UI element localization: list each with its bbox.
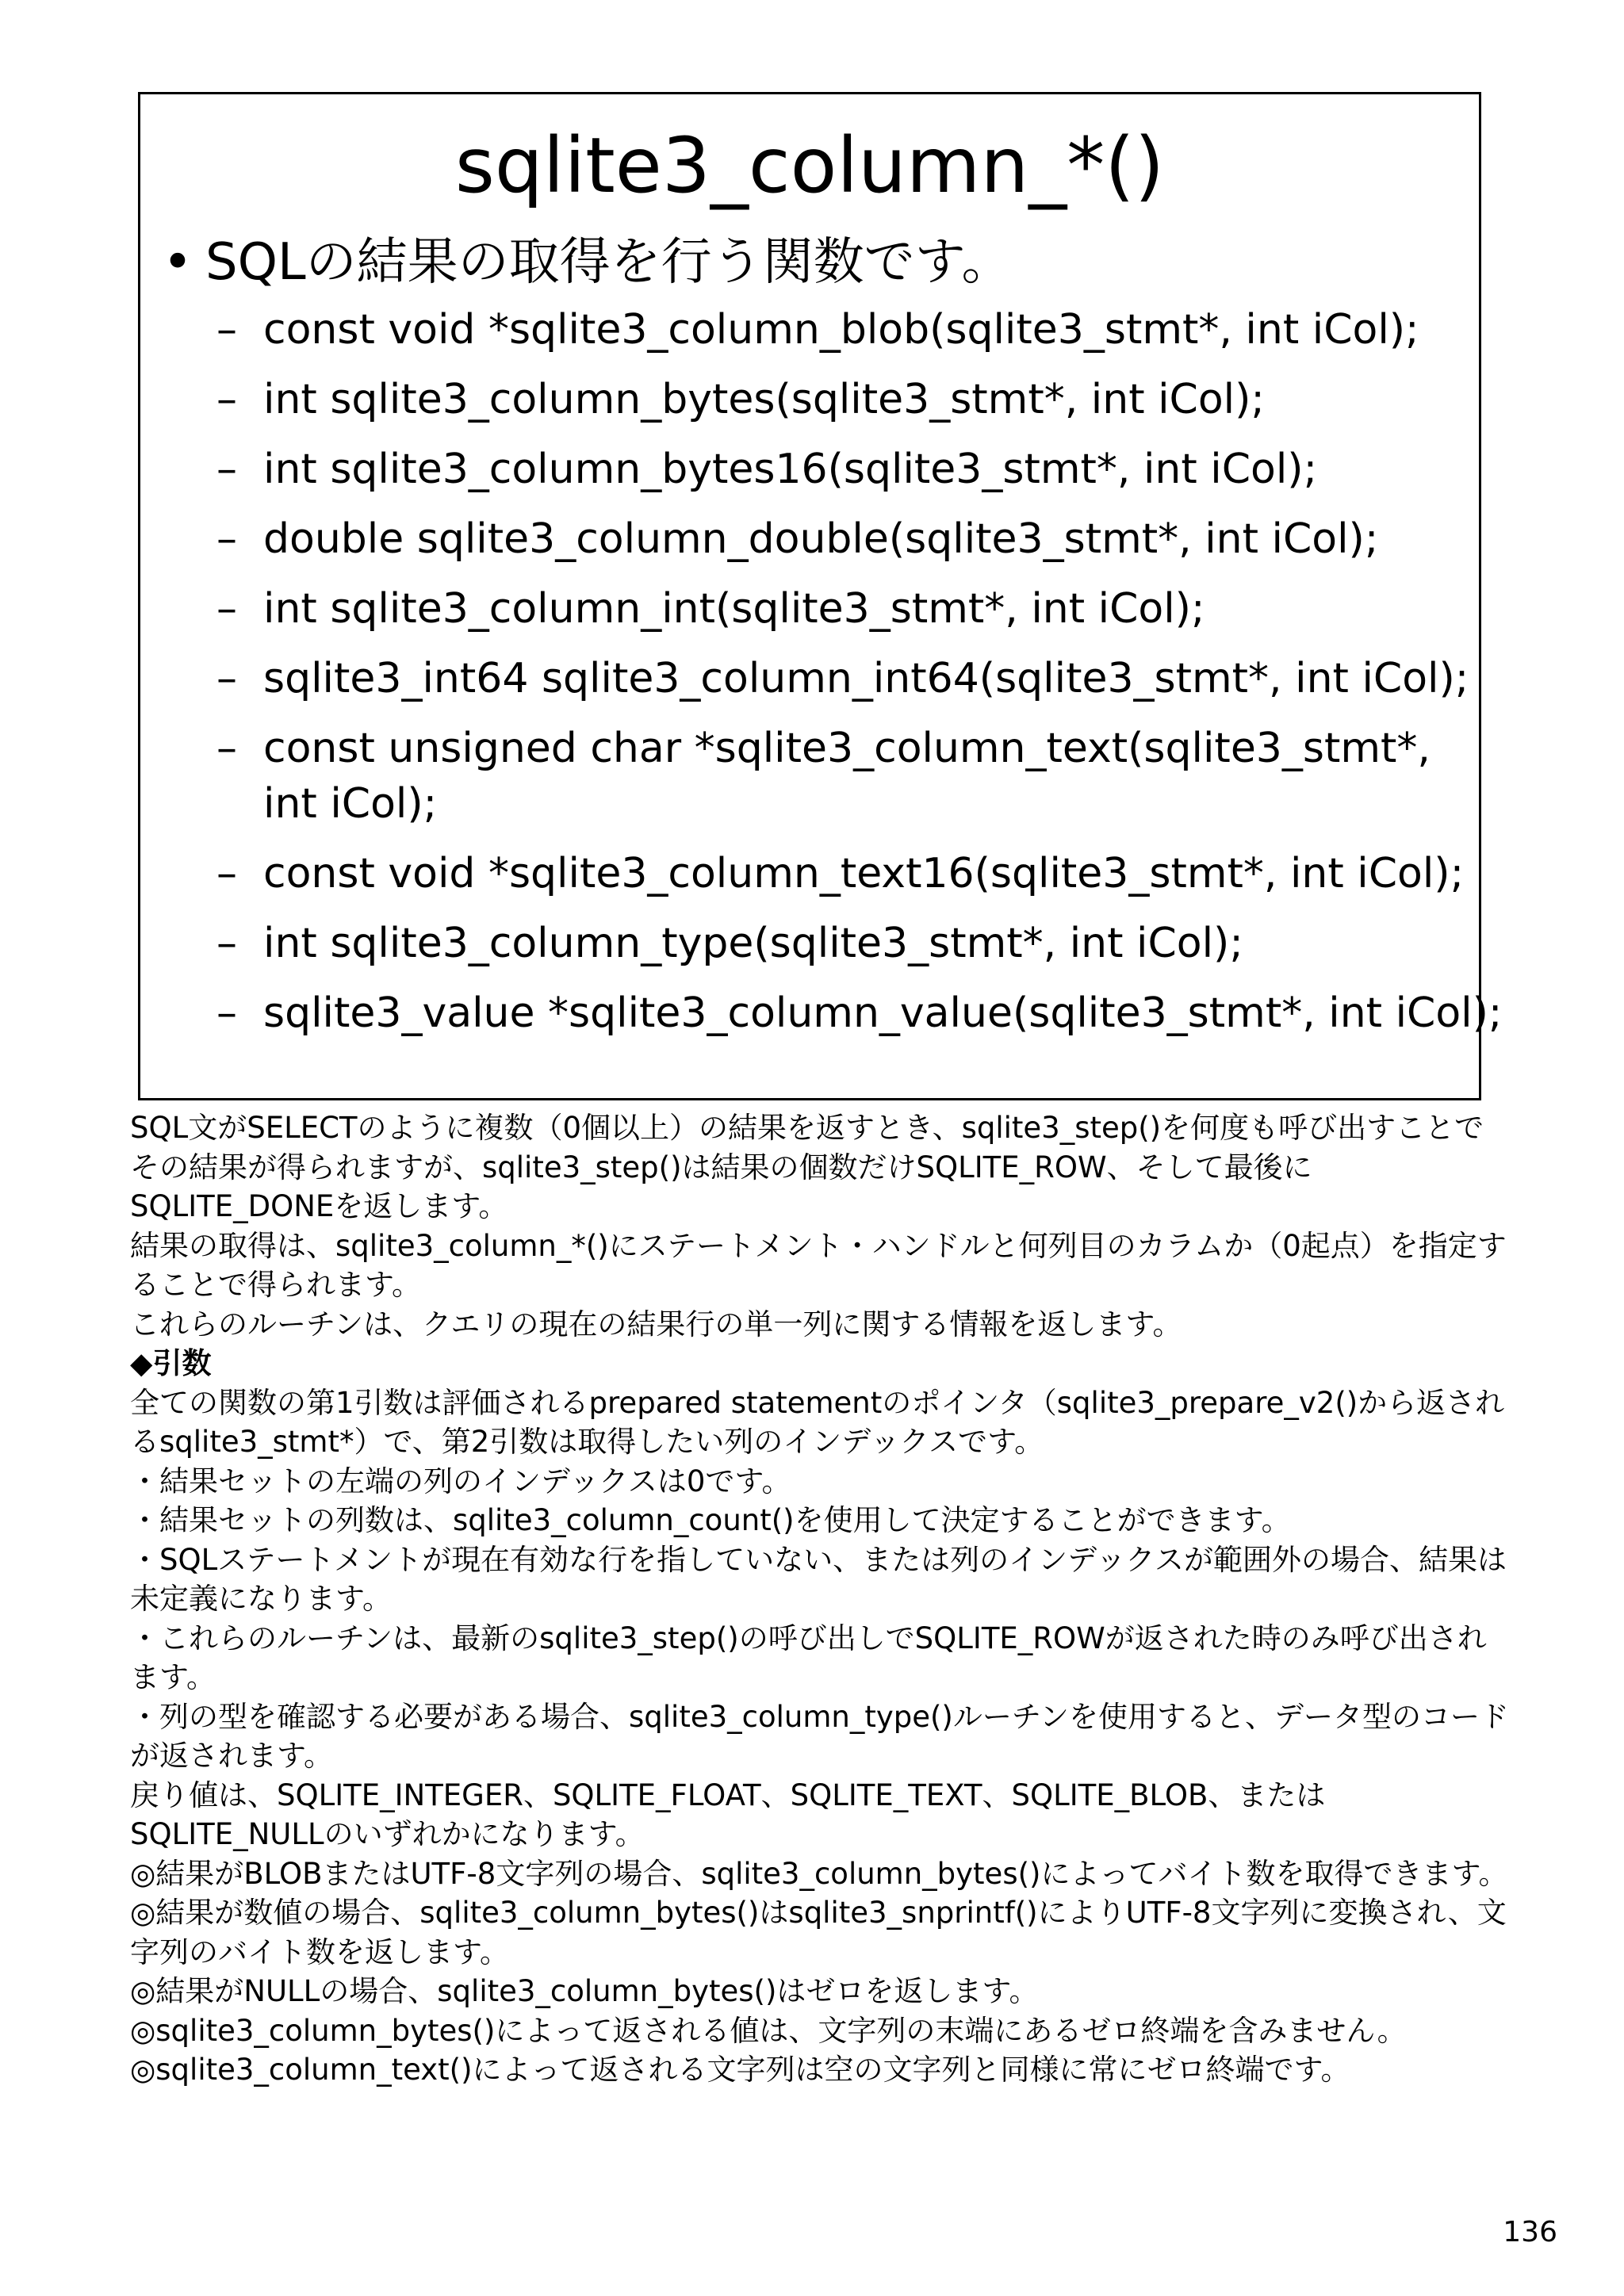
notes-paragraph: SQL文がSELECTのように複数（0個以上）の結果を返すとき、sqlite3_step()を何度も呼び出すことでその結果が得られますが、sqlite3_step()は結果の個数だけSQLITE_ROW、そして最後にSQLITE_DONEを返します。 xyxy=(130,1111,1484,1223)
function-text: const void *sqlite3_column_blob(sqlite3_stmt*, int iCol); xyxy=(263,306,1419,354)
notes-point: ◎結果がNULLの場合、sqlite3_column_bytes()はゼロを返します。 xyxy=(130,1974,1039,2008)
dash-mark: – xyxy=(216,655,237,702)
function-item xyxy=(140,581,1480,637)
notes-point: ◎sqlite3_column_bytes()によって返される値は、文字列の末端にあるゼロ終端を含みません。 xyxy=(130,2013,1407,2048)
notes-paragraph: これらのルーチンは、クエリの現在の結果行の単一列に関する情報を返します。 xyxy=(130,1307,1182,1341)
function-text: int sqlite3_column_bytes(sqlite3_stmt*, int iCol); xyxy=(263,376,1265,423)
function-text: int sqlite3_column_int(sqlite3_stmt*, int iCol); xyxy=(263,585,1205,633)
notes-point: ◎結果がBLOBまたはUTF-8文字列の場合、sqlite3_column_bytes()によってバイト数を取得できます。 xyxy=(130,1856,1508,1891)
notes-point: ・SQLステートメントが現在有効な行を指していない、または列のインデックスが範囲外の場合、結果は未定義になります。 xyxy=(130,1542,1507,1616)
function-item xyxy=(140,302,1480,358)
function-item xyxy=(140,372,1480,427)
notes-point: ◎sqlite3_column_text()によって返される文字列は空の文字列と同様に常にゼロ終端です。 xyxy=(130,2053,1350,2087)
notes-point: ◎結果が数値の場合、sqlite3_column_bytes()はsqlite3_snprintf()によりUTF-8文字列に変換され、文字列のバイト数を返します。 xyxy=(130,1896,1507,1969)
dash-mark: – xyxy=(216,850,237,897)
function-item xyxy=(140,985,1503,1041)
function-text: sqlite3_int64 sqlite3_column_int64(sqlite3_stmt*, int iCol); xyxy=(263,655,1469,702)
function-item xyxy=(140,846,1480,901)
slide-bullet xyxy=(150,231,1482,294)
function-text: int sqlite3_column_bytes16(sqlite3_stmt*, int iCol); xyxy=(263,446,1318,493)
bullet-text: SQLの結果の取得を行う関数です。 xyxy=(205,233,1013,292)
dash-mark: – xyxy=(216,306,237,354)
function-list xyxy=(140,302,1503,1055)
notes-section xyxy=(130,1108,1510,2090)
function-item xyxy=(140,721,1480,832)
function-item xyxy=(140,916,1480,971)
notes-point: ・結果セットの列数は、sqlite3_column_count()を使用して決定することができます。 xyxy=(130,1503,1291,1537)
dash-mark: – xyxy=(216,515,237,563)
function-text: sqlite3_value *sqlite3_column_value(sqlite3_stmt*, int iCol); xyxy=(263,989,1503,1037)
notes-paragraph: 結果の取得は、sqlite3_column_*()にステートメント・ハンドルと何列目のカラムか（0起点）を指定することで得られます。 xyxy=(130,1228,1507,1302)
bullet-mark: • xyxy=(163,233,193,292)
function-text: double sqlite3_column_double(sqlite3_stmt*, int iCol); xyxy=(263,515,1379,563)
function-item xyxy=(140,442,1480,497)
notes-paragraph: 全ての関数の第1引数は評価されるprepared statementのポインタ（sqlite3_prepare_v2()から返されるsqlite3_stmt*）で、第2引数は取得したい列のインデックスです。 xyxy=(130,1385,1505,1459)
dash-mark: – xyxy=(216,585,237,633)
slide-frame xyxy=(138,92,1503,1100)
notes-point: ・これらのルーチンは、最新のsqlite3_step()の呼び出しでSQLITE_ROWが返された時のみ呼び出されます。 xyxy=(130,1621,1487,1694)
page-number: 136 xyxy=(1503,2216,1557,2248)
dash-mark: – xyxy=(216,446,237,493)
function-text: int sqlite3_column_type(sqlite3_stmt*, int iCol); xyxy=(263,920,1243,967)
section-heading: ◆引数 xyxy=(130,1346,212,1380)
dash-mark: – xyxy=(216,725,237,772)
notes-point: ・結果セットの左端の列のインデックスは0です。 xyxy=(130,1464,791,1498)
function-item xyxy=(140,651,1480,706)
notes-point: ・列の型を確認する必要がある場合、sqlite3_column_type()ルーチンを使用すると、データ型のコードが返されます。 xyxy=(130,1699,1510,1773)
notes-paragraph: 戻り値は、SQLITE_INTEGER、SQLITE_FLOAT、SQLITE_TEXT、SQLITE_BLOB、またはSQLITE_NULLのいずれかになります。 xyxy=(130,1777,1326,1851)
function-item xyxy=(140,511,1480,567)
slide-title: sqlite3_column_*() xyxy=(454,121,1165,210)
dash-mark: – xyxy=(216,989,237,1037)
function-text: const void *sqlite3_column_text16(sqlite3_stmt*, int iCol); xyxy=(263,850,1465,897)
dash-mark: – xyxy=(216,920,237,967)
dash-mark: – xyxy=(216,376,237,423)
function-text: const unsigned char *sqlite3_column_text(sqlite3_stmt*, int iCol); xyxy=(263,725,1431,828)
